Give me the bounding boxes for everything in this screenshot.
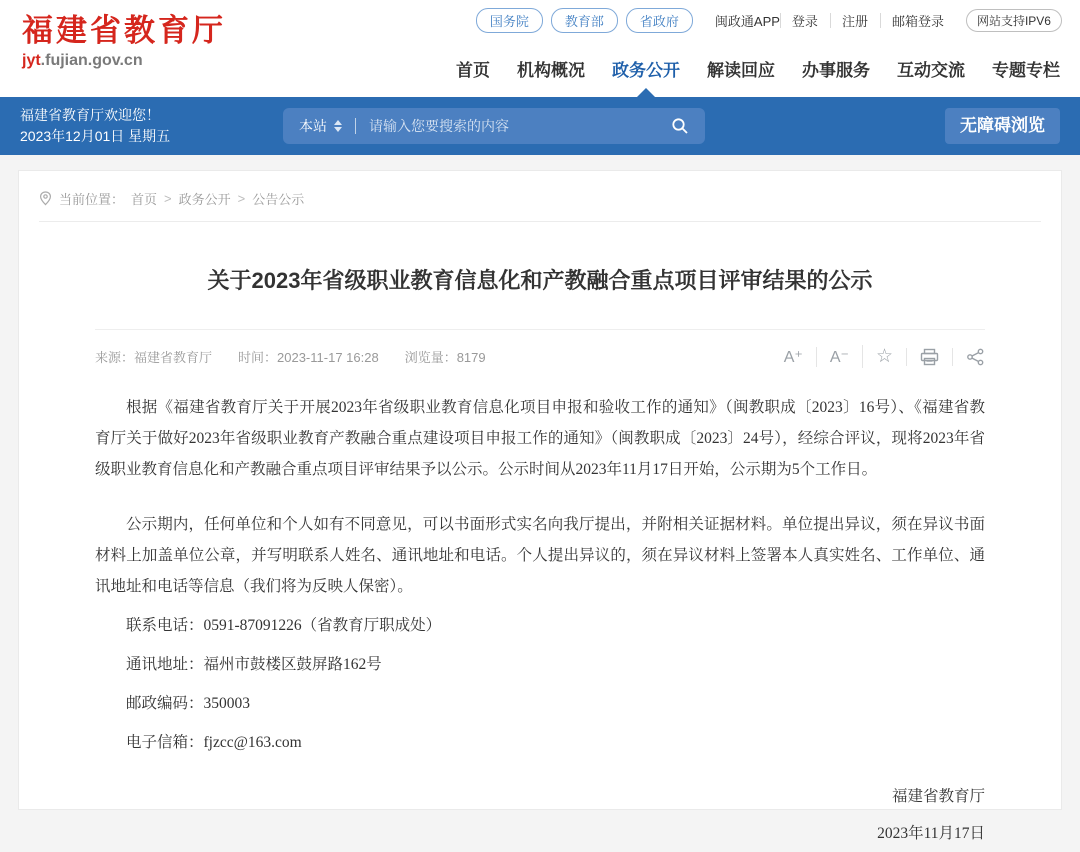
meta-views: 浏览量：8179 bbox=[404, 350, 486, 365]
contact-email: 电子信箱：fjzcc@163.com bbox=[126, 734, 302, 751]
nav-organization[interactable]: 机构概况 bbox=[517, 61, 585, 80]
favorite-star-icon[interactable]: ☆ bbox=[862, 345, 906, 368]
search-scope-label: 本站 bbox=[299, 118, 327, 134]
logo-url bbox=[22, 52, 226, 70]
location-pin-icon bbox=[39, 191, 52, 206]
nav-services[interactable]: 办事服务 bbox=[802, 61, 870, 80]
breadcrumb-separator: > bbox=[164, 191, 172, 206]
blue-banner bbox=[0, 97, 1080, 155]
title-divider bbox=[95, 329, 985, 330]
page-body bbox=[0, 155, 1080, 842]
search-divider bbox=[355, 118, 356, 134]
link-minzhengtong-app[interactable]: 闽政通APP bbox=[714, 14, 780, 29]
font-decrease-button[interactable]: A⁻ bbox=[816, 347, 862, 367]
nav-special-topics[interactable]: 专题专栏 bbox=[992, 61, 1060, 80]
search-scope-select[interactable] bbox=[299, 116, 342, 136]
breadcrumb-home[interactable]: 首页 bbox=[131, 192, 158, 207]
content-card bbox=[18, 170, 1062, 842]
scope-updown-icon bbox=[334, 120, 342, 132]
article-title: 关于2023年省级职业教育信息化和产教融合重点项目评审结果的公示 bbox=[207, 268, 873, 293]
logo-url-suffix: .fujian.gov.cn bbox=[40, 52, 143, 69]
logo-title: 福建省教育厅 bbox=[22, 13, 226, 48]
signature-block bbox=[95, 778, 985, 852]
welcome-line2: 2023年12月01日 星期五 bbox=[20, 128, 171, 144]
article-meta-row bbox=[95, 345, 985, 368]
site-logo[interactable] bbox=[22, 13, 226, 70]
logo-url-prefix: jyt bbox=[22, 52, 41, 69]
font-increase-button[interactable]: A⁺ bbox=[783, 348, 803, 366]
meta-source: 来源：福建省教育厅 bbox=[95, 350, 213, 365]
article bbox=[19, 264, 1061, 852]
top-links-bar bbox=[468, 8, 1062, 33]
ipv6-badge: 网站支持IPV6 bbox=[966, 9, 1062, 32]
search-box bbox=[283, 108, 705, 144]
contact-postcode: 邮政编码：350003 bbox=[126, 695, 251, 712]
contact-phone: 联系电话：0591-87091226（省教育厅职成处） bbox=[126, 617, 442, 634]
link-provincial-government[interactable]: 省政府 bbox=[626, 8, 693, 33]
nav-interpretation[interactable]: 解读回应 bbox=[707, 61, 775, 80]
link-state-council[interactable]: 国务院 bbox=[476, 8, 543, 33]
share-icon[interactable] bbox=[952, 348, 985, 366]
breadcrumb-label: 当前位置： bbox=[59, 192, 125, 207]
paragraph: 根据《福建省教育厅关于开展2023年省级职业教育信息化项目申报和验收工作的通知》（闽教职成〔2023〕16号）、《福建省教育厅关于做好2023年省级职业教育产教融合重点建设项目申报工作的通知》（闽教职成〔2023〕24号），经综合评议，现将2023年省级职业教育信息化和产教融合重点项目评审结果予以公示。公示时间从2023年11月17日开始，公示期为5个工作日。 bbox=[95, 399, 985, 478]
main-nav bbox=[456, 56, 1060, 81]
link-ministry-of-education[interactable]: 教育部 bbox=[551, 8, 618, 33]
accessibility-button[interactable]: 无障碍浏览 bbox=[945, 108, 1060, 144]
meta-time: 时间：2023-11-17 16:28 bbox=[238, 350, 379, 365]
welcome-line1: 福建省教育厅欢迎您！ bbox=[20, 107, 160, 123]
signature-date: 2023年11月17日 bbox=[877, 825, 985, 842]
print-icon[interactable] bbox=[906, 348, 952, 366]
mail-login-link[interactable]: 邮箱登录 bbox=[880, 11, 956, 30]
nav-interaction[interactable]: 互动交流 bbox=[897, 61, 965, 80]
nav-home[interactable]: 首页 bbox=[456, 61, 490, 80]
search-input[interactable] bbox=[369, 118, 663, 134]
login-link[interactable]: 登录 bbox=[780, 11, 830, 30]
search-icon[interactable] bbox=[671, 117, 689, 135]
article-tools bbox=[771, 345, 985, 368]
breadcrumb-announcements[interactable]: 公告公示 bbox=[252, 192, 305, 207]
register-link[interactable]: 注册 bbox=[830, 11, 880, 30]
breadcrumb-government-affairs[interactable]: 政务公开 bbox=[178, 192, 231, 207]
contact-address: 通讯地址：福州市鼓楼区鼓屏路162号 bbox=[126, 656, 382, 673]
article-body bbox=[95, 392, 985, 852]
breadcrumb-divider bbox=[39, 221, 1041, 222]
welcome-text bbox=[20, 105, 170, 147]
signature-org: 福建省教育厅 bbox=[891, 788, 985, 805]
nav-government-affairs[interactable]: 政务公开 bbox=[612, 56, 680, 81]
breadcrumb bbox=[19, 171, 1061, 221]
paragraph: 公示期内，任何单位和个人如有不同意见，可以书面形式实名向我厅提出，并附相关证据材料。单位提出异议，须在异议书面材料上加盖单位公章，并写明联系人姓名、通讯地址和电话。个人提出异议的，须在异议材料上签署本人真实姓名、工作单位、通讯地址和电话等信息（我们将为反映人保密）。 bbox=[95, 516, 985, 595]
breadcrumb-separator: > bbox=[237, 191, 246, 206]
article-meta bbox=[95, 347, 486, 366]
site-header bbox=[0, 0, 1080, 97]
